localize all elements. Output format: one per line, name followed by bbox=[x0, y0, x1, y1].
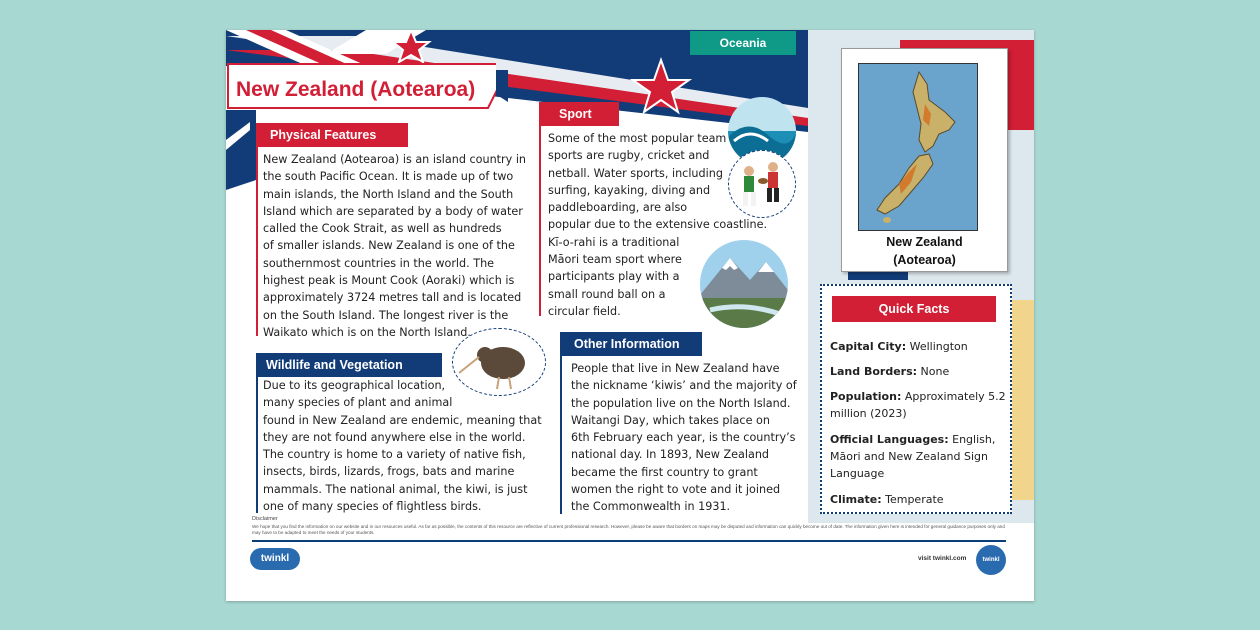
fact-languages: Official Languages: English, Māori and New Zealand Sign Language bbox=[830, 433, 996, 480]
sport-heading: Sport bbox=[539, 102, 619, 126]
physical-features-heading: Physical Features bbox=[256, 123, 408, 147]
quick-facts-heading: Quick Facts bbox=[832, 296, 996, 322]
new-zealand-map bbox=[858, 63, 978, 231]
sport-bar bbox=[539, 126, 541, 316]
region-tag: Oceania bbox=[690, 31, 796, 55]
mountain-image bbox=[700, 240, 788, 328]
quick-facts-box bbox=[820, 284, 1012, 514]
wildlife-heading: Wildlife and Vegetation bbox=[256, 353, 442, 377]
map-caption: New Zealand (Aotearoa) bbox=[886, 235, 963, 267]
fact-climate: Climate: Temperate bbox=[830, 493, 944, 506]
fact-capital: Capital City: Wellington bbox=[830, 340, 968, 353]
disclaimer-text: We hope that you find the information on our website and in our resources useful. As far as possible, the contents of this resource are reflective of current professional research. However, please be aware that borders on maps may be disputed and information can quickly become out of date. The information given here is intended for general guidance purposes only and may have to be adapted to meet the needs of your students. bbox=[252, 524, 1005, 535]
quality-badge-icon: twinkl bbox=[976, 545, 1006, 575]
physical-features-bar bbox=[256, 147, 258, 336]
disclaimer-title: Disclaimer bbox=[252, 516, 278, 522]
fact-sheet bbox=[226, 30, 1034, 601]
fact-borders: Land Borders: None bbox=[830, 365, 950, 378]
sport-text: Some of the most popular team sports are rugby, cricket and netball. Water sports, including surfing, kayaking, diving and paddleboarding, are also popular due to the extensive coastline. Kī-o-rahi is a traditional Māori team sport where participants play with a small round ball on a circular field. bbox=[548, 132, 768, 318]
page-title: New Zealand (Aotearoa) bbox=[236, 78, 476, 101]
rugby-image bbox=[728, 150, 796, 218]
physical-features-text: New Zealand (Aotearoa) is an island country in the south Pacific Ocean. It is made up of two main islands, the North Island and the South Island which are separated by a body of water called the Cook Strait, as well as hundreds of smaller islands. New Zealand is one of the southernmost countries in the world. The highest peak is Mount Cook (Aoraki) which is approximately 3724 metres tall and is located on the South Island. The longest river is the Waikato which is on the North Island. bbox=[263, 153, 527, 339]
fact-population: Population: Approximately 5.2 million (2023) bbox=[830, 390, 1006, 420]
footer-divider bbox=[252, 540, 1006, 542]
other-information-bar bbox=[560, 356, 562, 514]
twinkl-logo[interactable]: twinkl bbox=[250, 548, 300, 570]
visit-link[interactable]: visit twinkl.com bbox=[918, 555, 967, 562]
map-card bbox=[841, 48, 1008, 272]
other-information-text: People that live in New Zealand have the nickname ‘kiwis’ and the majority of the population live on the North Island. Waitangi Day, which takes place on 6th February each year, is the country’s national day. In 1893, New Zealand became the first country to grant women the right to vote and it joined the Commonwealth in 1931. bbox=[571, 362, 797, 514]
wildlife-text: Due to its geographical location, many species of plant and animal found in New Zealand are endemic, meaning that they are not found anywhere else in the world. The country is home to a variety of native fish, insects, birds, lizards, frogs, bats and marine mammals. The national animal, the kiwi, is just one of many species of flightless birds. bbox=[263, 379, 542, 514]
kiwi-bird-image bbox=[452, 328, 546, 396]
other-information-heading: Other Information bbox=[560, 332, 702, 356]
wildlife-bar bbox=[256, 377, 258, 513]
